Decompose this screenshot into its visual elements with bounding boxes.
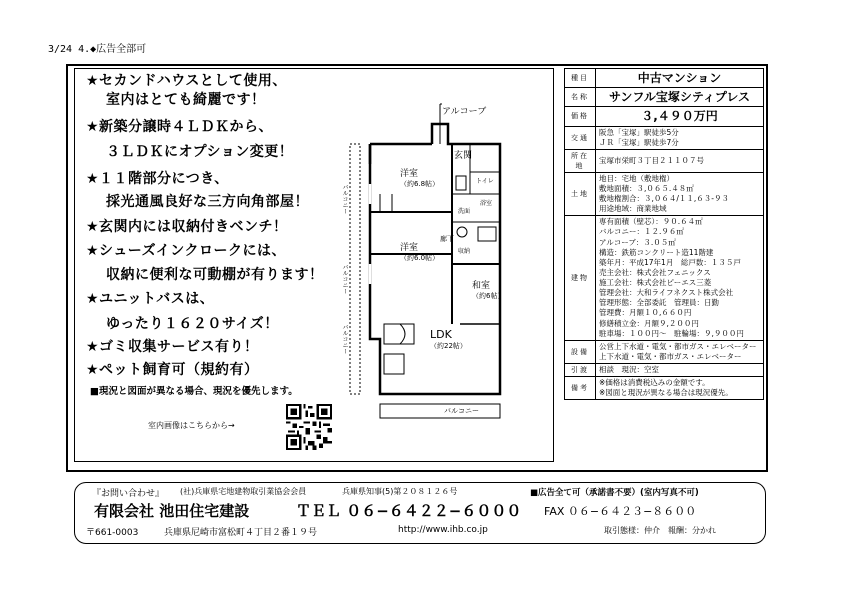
- spec-value: ※価格は消費税込みの金額です。 ※図面と現況が異なる場合は現況優先。: [596, 377, 764, 400]
- feature-5-detail: 収納に便利な可動棚が有ります！: [106, 267, 324, 283]
- inquiry-label: 『お問い合わせ』: [92, 489, 165, 499]
- postal-code: 〒661-0003: [86, 528, 139, 538]
- association-text: (社)兵庫県宅地建物取引業協会会員: [180, 487, 307, 496]
- balcony-bottom-label: バルコニー: [444, 407, 479, 415]
- ad-permission-text: ■広告全て可（承諾書不要）(室内写真不可): [530, 488, 699, 498]
- spec-value: 中古マンション: [596, 69, 764, 88]
- feature-1: ★セカンドハウスとして使用、: [86, 73, 287, 89]
- spec-key: 交通: [565, 126, 596, 149]
- room-2-size: （約6.0帖）: [400, 254, 440, 262]
- spec-value: 宝塚市栄町３丁目２１１０７号: [596, 149, 764, 172]
- spec-key: 設備: [565, 340, 596, 363]
- company-address: 兵庫県尼崎市富松町４丁目２番１９号: [164, 528, 318, 538]
- fax-number: FAX ０６−６４２３−８６００: [544, 505, 697, 518]
- spec-key: 建物: [565, 216, 596, 341]
- spec-row: [565, 340, 764, 363]
- spec-value: 公営上下水道・電気・都市ガス・エレベーター 上下水道・電気・都市ガス・エレベーター: [596, 340, 764, 363]
- disclaimer-note: ■現況と図面が異なる場合、現況を優先します。: [90, 386, 298, 397]
- company-url[interactable]: http://www.ihb.co.jp: [398, 525, 488, 535]
- hall-label: 廊下: [440, 235, 454, 243]
- spec-key: 土地: [565, 172, 596, 216]
- ldk-label: [430, 328, 467, 351]
- spec-row: [565, 172, 764, 216]
- feature-8: ★ペット飼育可（規約有）: [86, 362, 259, 378]
- spec-row: [565, 107, 764, 126]
- feature-5: ★シューズインクロークには、: [86, 243, 287, 259]
- room-3-name: 和室: [472, 281, 491, 291]
- room-3-size: （約6帖）: [472, 292, 505, 300]
- floor-plan: [340, 84, 552, 446]
- room-1-size: （約6.8帖）: [400, 180, 440, 188]
- company-name: 有限会社 池田住宅建設: [94, 502, 250, 520]
- balcony-left-2-label: バルコニー: [341, 264, 348, 294]
- floor-plan-drawing: [340, 84, 552, 446]
- qr-label: 室内画像はこちらから→: [148, 421, 235, 430]
- phone-number: ＴＥＬ ０６−６４２２−６０００: [296, 502, 522, 520]
- balcony-left-1-label: バルコニー: [341, 184, 348, 214]
- qr-code-icon[interactable]: [286, 404, 332, 450]
- spec-row: [565, 364, 764, 377]
- property-spec-table: [564, 68, 764, 400]
- spec-value: 阪急「宝塚」駅徒歩5分 ＪＲ「宝塚」駅徒歩7分: [596, 126, 764, 149]
- feature-2: ★新築分譲時４ＬＤＫから、: [86, 119, 274, 135]
- toilet-label: トイレ: [476, 178, 494, 185]
- room-1-label: [400, 166, 439, 189]
- transaction-terms: 取引態様：仲介 報酬：分かれ: [604, 526, 716, 535]
- room-2-name: 洋室: [400, 243, 419, 253]
- bath-label: 浴室: [480, 200, 493, 207]
- spec-value: 地目：宅地（敷地権） 敷地面積：３,０６５.４８㎡ 敷地権割合：３,０６４/１１,６３-９３ 用途地域：商業地域: [596, 172, 764, 216]
- feature-6-detail: ゆったり１６２０サイズ！: [106, 316, 279, 332]
- feature-6: ★ユニットバスは、: [86, 291, 215, 307]
- spec-key: 所在地: [565, 149, 596, 172]
- spec-key: 価格: [565, 107, 596, 126]
- spec-key: 引渡: [565, 364, 596, 377]
- room-1-name: 洋室: [400, 169, 419, 179]
- feature-4: ★玄関内には収納付きベンチ！: [86, 219, 288, 235]
- wash-label: 洗面: [458, 208, 471, 215]
- room-3-label: [472, 278, 504, 301]
- spec-value: ３,４９０万円: [596, 107, 764, 126]
- feature-3: ★１１階部分につき、: [86, 171, 229, 187]
- spec-key: 種目: [565, 69, 596, 88]
- spec-value: サンフル宝塚シティプレス: [596, 88, 764, 107]
- entrance-label: 玄関: [454, 151, 473, 161]
- spec-row: [565, 126, 764, 149]
- license-text: 兵庫県知事(5)第２０８１２６号: [342, 487, 458, 496]
- spec-value: 相談 現況：空室: [596, 364, 764, 377]
- spec-row: [565, 377, 764, 400]
- spec-value: 専有面積（壁芯）：９０.６４㎡ バルコニー：１２.９６㎡ アルコーブ：３.０５㎡ 構造：鉄筋コンクリート造11階建 築年月：平成17年1月 総戸数：１３５戸 売主会社：株式会社フェニックス 施工会社：株式会社ピーエス三菱 管理会社：大和ライフネクスト株式会社 管理形態：全部委託 管理員：日勤 管理費：月額１０,６６０円 修繕積立金：月額９,２００円 駐車場：１００円〜 駐輪場：９,９００円: [596, 216, 764, 341]
- spec-row: [565, 88, 764, 107]
- spec-key: 備考: [565, 377, 596, 400]
- feature-1-detail: 室内はとても綺麗です！: [106, 92, 266, 108]
- storage-label: 収納: [458, 248, 471, 255]
- spec-row: [565, 69, 764, 88]
- alcove-label: アルコーブ: [442, 107, 487, 117]
- feature-3-detail: 採光通風良好な三方向角部屋！: [106, 194, 309, 210]
- spec-key: 名称: [565, 88, 596, 107]
- spec-row: [565, 149, 764, 172]
- ldk-size: （約22帖）: [430, 342, 467, 350]
- room-2-label: [400, 240, 439, 263]
- page-header: 3/24 4.◆広告全部可: [48, 44, 147, 55]
- balcony-left-3-label: バルコニー: [341, 324, 348, 354]
- feature-7: ★ゴミ収集サービス有り！: [86, 339, 259, 355]
- spec-row: [565, 216, 764, 341]
- feature-2-detail: ３ＬＤＫにオプション変更！: [106, 144, 294, 160]
- ldk-name: LDK: [430, 328, 452, 341]
